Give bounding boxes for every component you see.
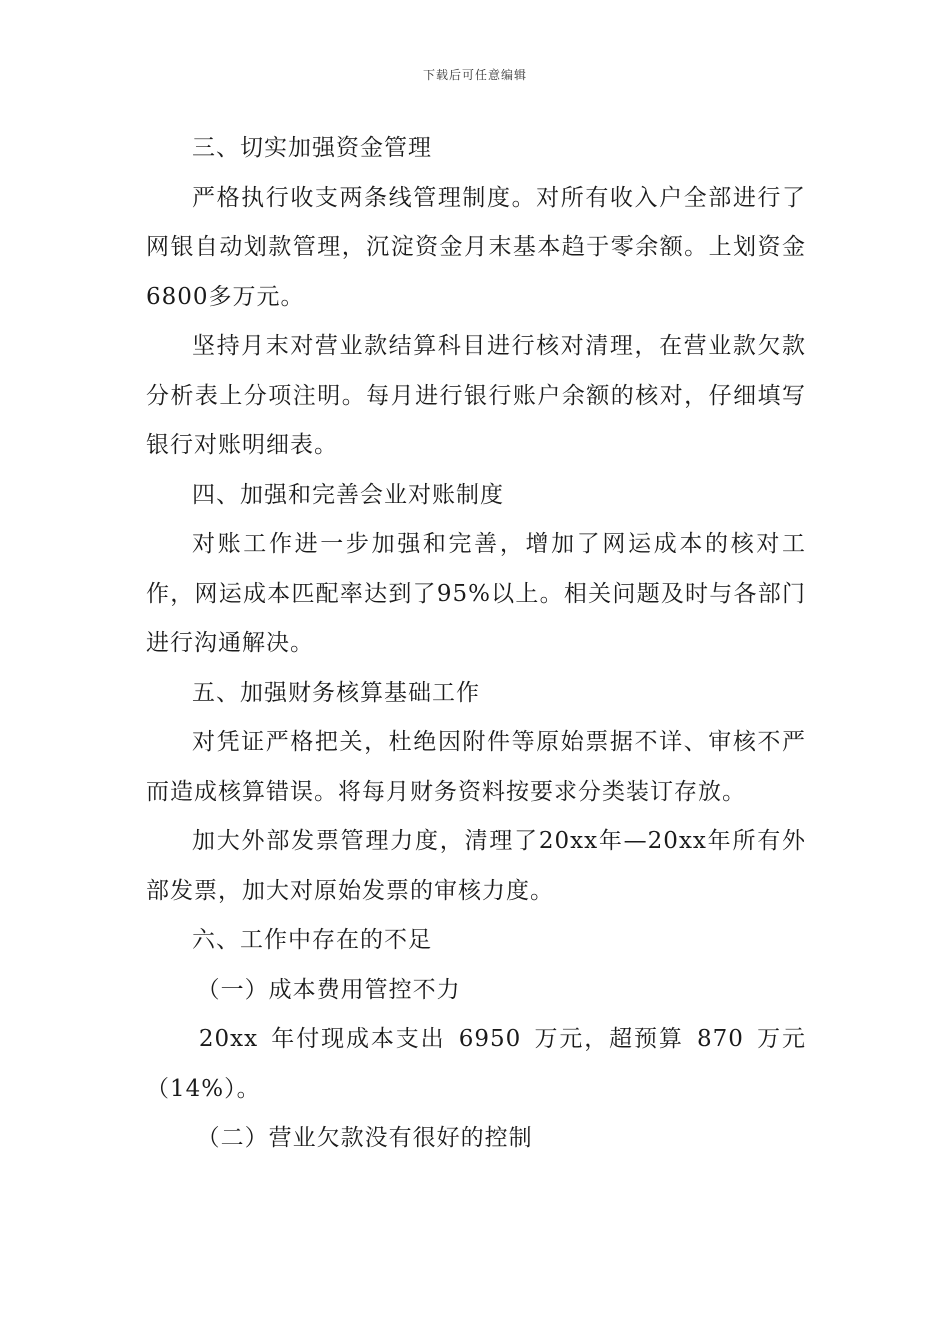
paragraph-invoice-management: 加大外部发票管理力度，清理了20xx年—20xx年所有外部发票，加大对原始发票的审核力度。: [146, 828, 806, 904]
section-heading-account-checking: 四、加强和完善会业对账制度: [192, 481, 504, 508]
subheading-receivables-control: （二）营业欠款没有很好的控制: [196, 1125, 533, 1151]
paragraph-cost-overrun: 20xx 年付现成本支出 6950 万元，超预算 870 万元（14%）。: [146, 1026, 806, 1102]
paragraph-voucher-control: 对凭证严格把关，杜绝因附件等原始票据不详、审核不严而造成核算错误。将每月财务资料按要求分类装订存放。: [146, 729, 806, 805]
section-heading-funds: 三、切实加强资金管理: [192, 135, 432, 161]
page-header-note: 下载后可任意编辑: [422, 68, 527, 82]
section-heading-accounting-basics: 五、加强财务核算基础工作: [192, 679, 480, 706]
section-heading-shortcomings: 六、工作中存在的不足: [192, 927, 432, 953]
subheading-cost-control: （一）成本费用管控不力: [196, 976, 461, 1003]
paragraph-revenue-accounts: 严格执行收支两条线管理制度。对所有收入户全部进行了网银自动划款管理，沉淀资金月末基本趋于零余额。上划资金6800多万元。: [146, 184, 806, 310]
paragraph-account-checking: 对账工作进一步加强和完善，增加了网运成本的核对工作，网运成本匹配率达到了95%以上。相关问题及时与各部门进行沟通解决。: [146, 531, 806, 656]
paragraph-month-end-reconciliation: 坚持月末对营业款结算科目进行核对清理，在营业款欠款分析表上分项注明。每月进行银行账户余额的核对，仔细填写银行对账明细表。: [146, 333, 806, 458]
document-body: [146, 124, 806, 1164]
